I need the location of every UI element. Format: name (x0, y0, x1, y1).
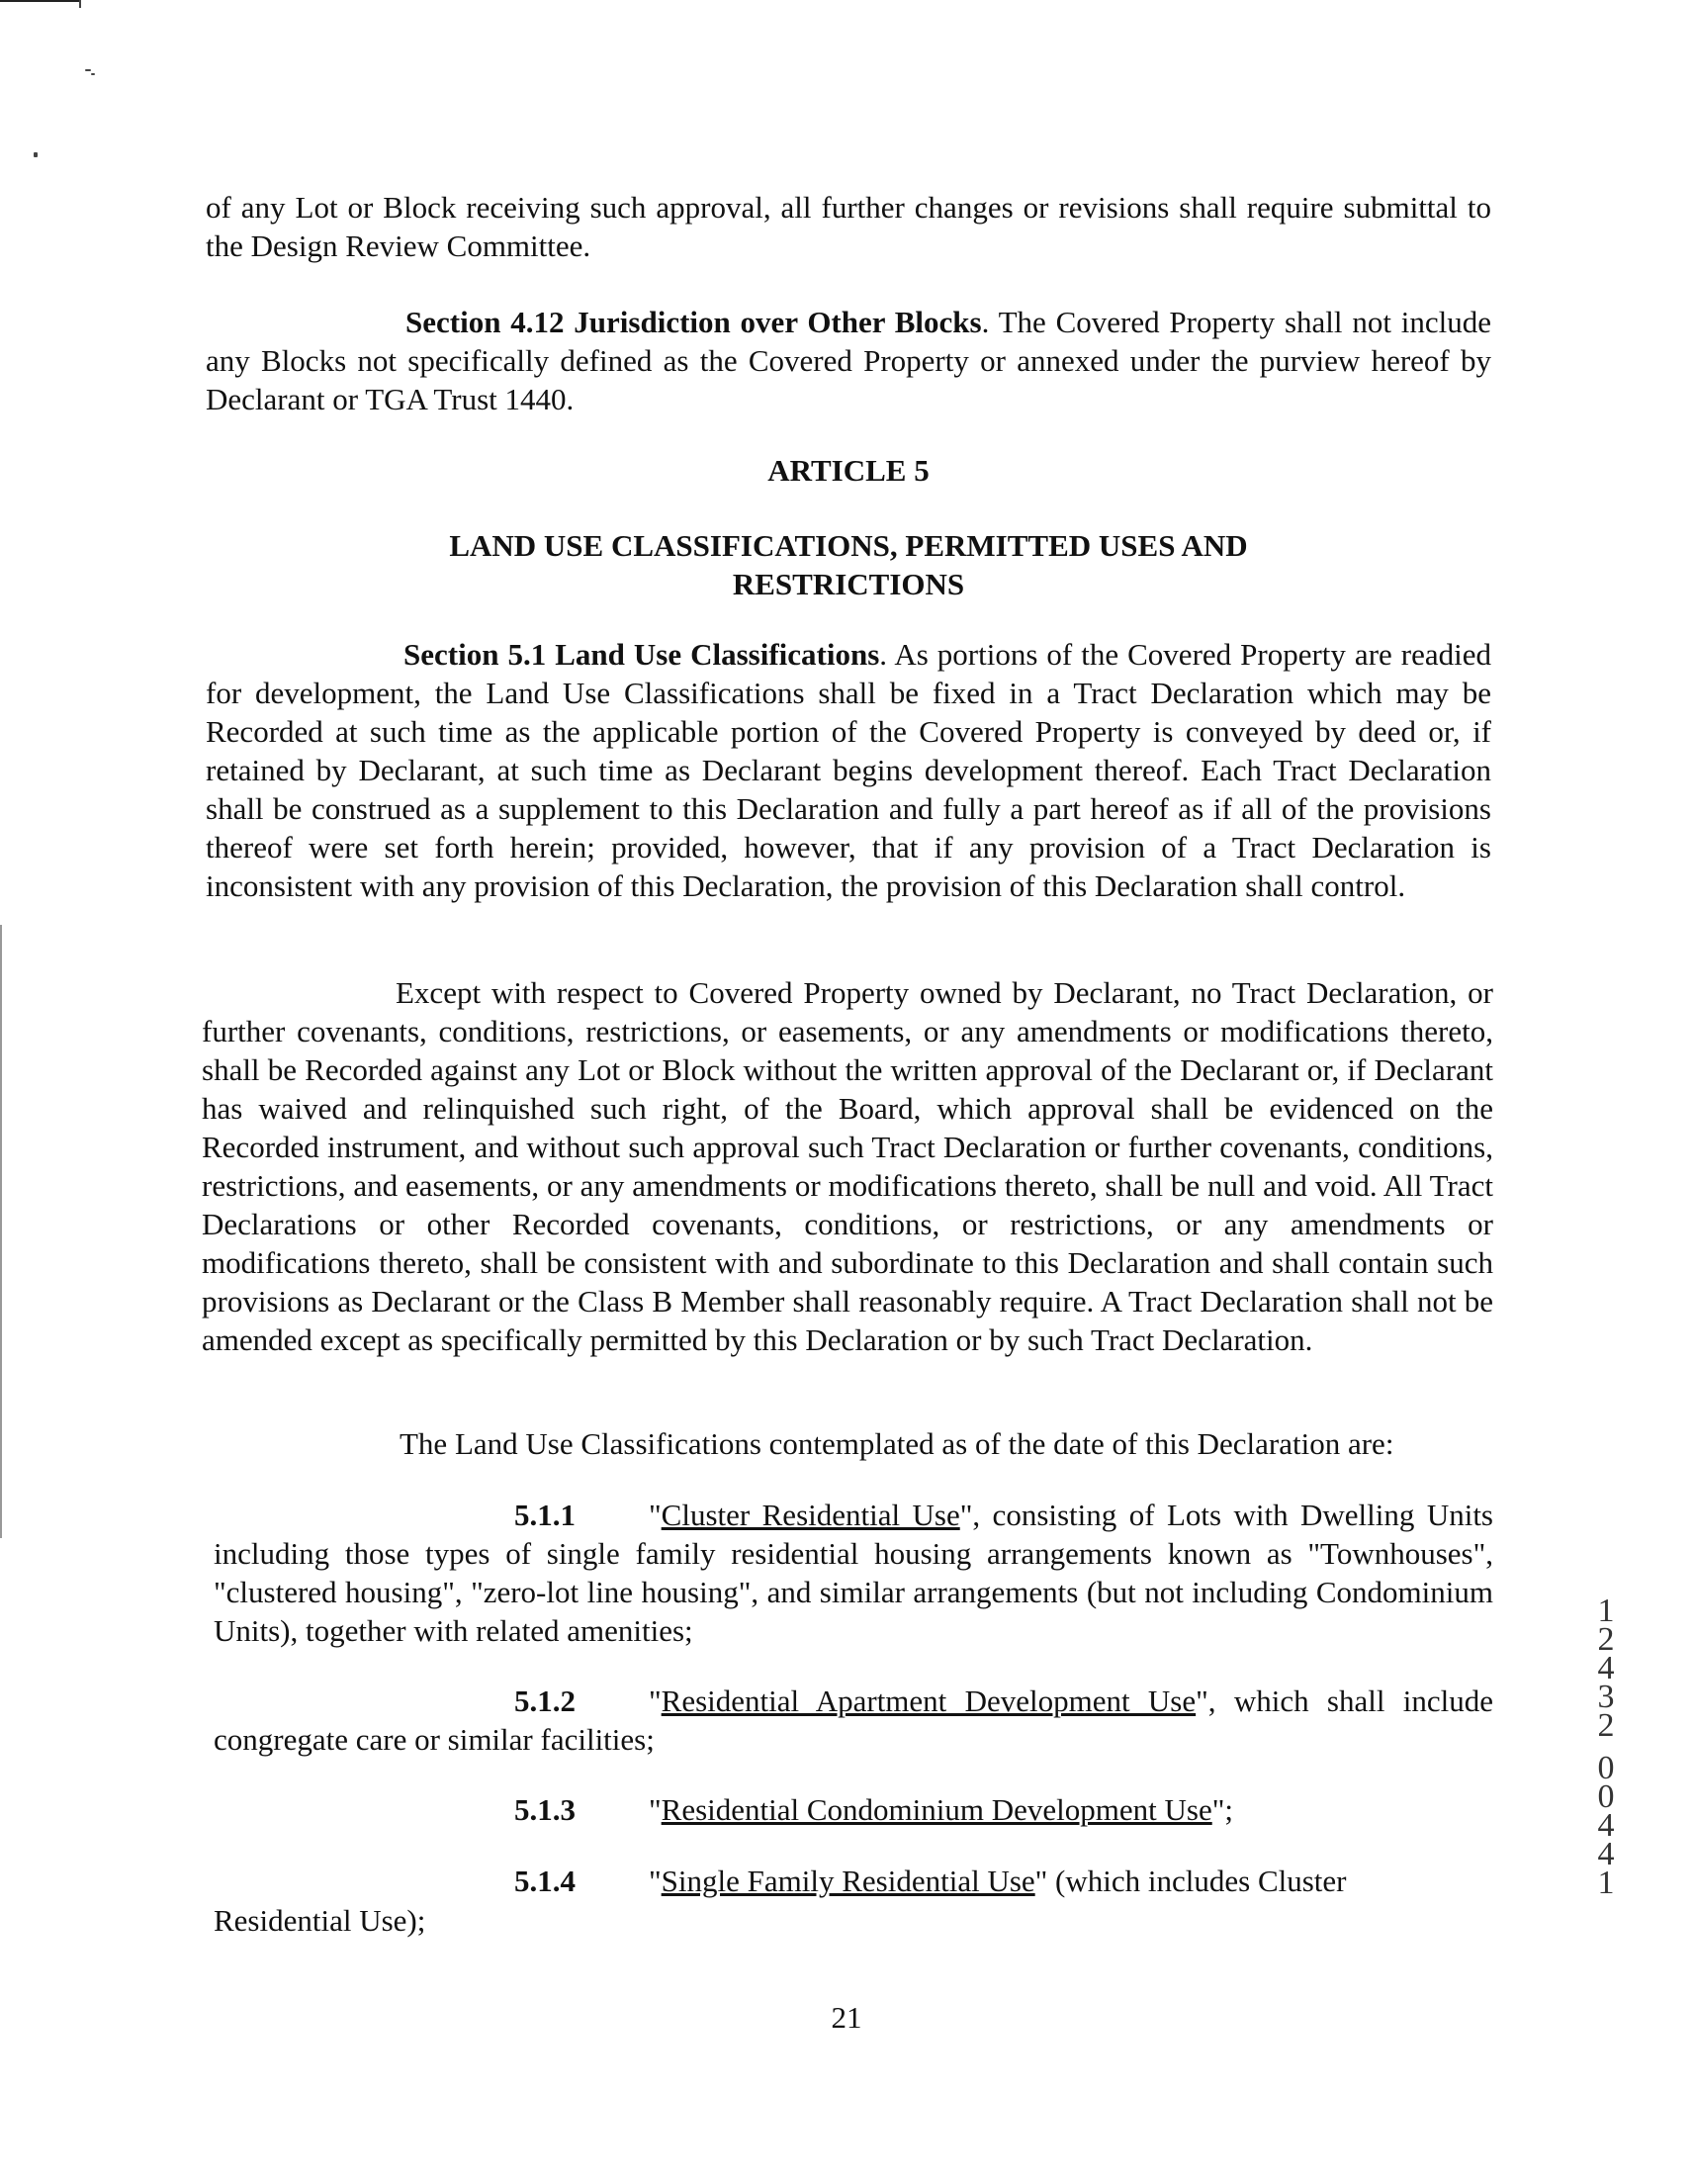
section-5-1-title: Section 5.1 Land Use Classifications (403, 637, 880, 672)
list-item-5-1-1: 5.1.1 "Cluster Residential Use", consisting of Lots with Dwelling Units including those types of single family residential housing arrangements known as "Townhouses", "clustered housing", "zero-lot line housing", and similar arrangements (but not including Condominium Units), together with related amenities; (214, 1498, 1493, 1648)
except-text: Except with respect to Covered Property owned by Declarant, no Tract Declaration, or further covenants, conditions, restrictions, or easements, or any amendments or modifications thereto, shall be Recorded against any Lot or Block without the written approval of the Declarant or, if Declarant has waived and relinquished such right, of the Board, which approval shall be evidenced on the Recorded instrument, and without such approval such Tract Declaration or further covenants, conditions, restrictions, and easements, or any amendments or modifications thereto, shall be null and void. All Tract Declarations or other Recorded covenants, conditions, or restrictions, or any amendments or modifications thereto, shall be consistent with and subordinate to this Declaration and shall contain such provisions as Declarant or the Class B Member shall reasonably require. A Tract Declaration shall not be amended except as specifically permitted by this Declaration or by such Tract Declaration. (202, 975, 1493, 1357)
item-term: Residential Condominium Development Use (661, 1792, 1212, 1827)
stamp-digit: 1 (1597, 1865, 1615, 1901)
item-number: 5.1.4 (514, 1864, 576, 1898)
scan-artifact-speck (85, 69, 91, 71)
scan-artifact-tick (79, 0, 81, 8)
continuation-text: of any Lot or Block receiving such approval, all further changes or revisions shall require submittal to the Design Review Committee. (206, 190, 1491, 263)
item-text: ", consisting of Lots with Dwelling Units including those types of single family residential housing arrangements known as "Townhouses", "clustered housing", "zero-lot line housing", and similar arrangements (but not including Condominium Units), together with related amenities; (214, 1498, 1493, 1648)
stamp-digit: 0 (1597, 1750, 1615, 1786)
article-number: ARTICLE 5 (767, 453, 930, 488)
page-number: 21 (831, 2000, 862, 2035)
stamp-digit: 0 (1597, 1778, 1615, 1815)
scan-artifact-speck (34, 152, 38, 157)
stamp-digit: 3 (1597, 1679, 1615, 1715)
section-4-12-title: Section 4.12 Jurisdiction over Other Blocks (405, 305, 982, 339)
article-title-line2: RESTRICTIONS (732, 567, 965, 601)
scan-artifact-line (0, 0, 79, 2)
item-number: 5.1.3 (514, 1792, 576, 1827)
item-number: 5.1.1 (514, 1498, 576, 1532)
list-item-5-1-4: 5.1.4 "Single Family Residential Use" (which includes Cluster (514, 1864, 1347, 1898)
stamp-digit: 4 (1597, 1807, 1615, 1844)
classifications-intro-text: The Land Use Classifications contemplated as of the date of this Declaration are: (400, 1426, 1394, 1461)
item-text: "; (1211, 1792, 1233, 1827)
list-item-5-1-2: 5.1.2 "Residential Apartment Development Use", which shall include congregate care or similar facilities; (214, 1684, 1493, 1757)
stamp-digit: 2 (1597, 1707, 1615, 1744)
stamp-digit: 4 (1597, 1836, 1615, 1872)
item-text: ", which shall include congregate care or similar facilities; (214, 1684, 1493, 1757)
section-5-1-paragraph (206, 635, 1491, 905)
list-item-5-1-4-continuation: Residential Use); (214, 1903, 426, 1938)
stamp-digit: 2 (1597, 1621, 1615, 1658)
item-term: Single Family Residential Use (661, 1864, 1035, 1898)
stamp-digit: 4 (1597, 1650, 1615, 1686)
scan-artifact-edge (0, 925, 2, 1538)
item-number: 5.1.2 (514, 1684, 576, 1718)
section-4-12-body: . The Covered Property shall not include any Blocks not specifically defined as the Covered Property or annexed under the purview hereof by Declarant or TGA Trust 1440. (206, 305, 1491, 416)
section-5-1-body: . As portions of the Covered Property are readied for development, the Land Use Classifications shall be fixed in a Tract Declaration which may be Recorded at such time as the applicable portion of the Covered Property is conveyed by deed or, if retained by Declarant, at such time as Declarant begins development thereof. Each Tract Declaration shall be construed as a supplement to this Declaration and fully a part hereof as if all of the provisions thereof were set forth herein; provided, however, that if any provision of a Tract Declaration is inconsistent with any provision of this Declaration, the provision of this Declaration shall control. (206, 637, 1491, 903)
item-text: " (which includes Cluster (1034, 1864, 1347, 1898)
stamp-digit: 1 (1597, 1592, 1615, 1629)
item-term: Residential Apartment Development Use (661, 1684, 1197, 1718)
list-item-5-1-3: 5.1.3 "Residential Condominium Development Use"; (514, 1792, 1233, 1827)
scan-artifact-speck (91, 73, 95, 75)
section-4-12-paragraph (206, 303, 1491, 418)
continuation-paragraph (206, 188, 1491, 265)
document-number-stamp (1586, 1592, 1626, 1901)
article-title-line1: LAND USE CLASSIFICATIONS, PERMITTED USES AND (449, 528, 1248, 563)
item-term: Cluster Residential Use (661, 1498, 960, 1532)
except-paragraph (202, 973, 1493, 1359)
classifications-intro (206, 1424, 1491, 1463)
